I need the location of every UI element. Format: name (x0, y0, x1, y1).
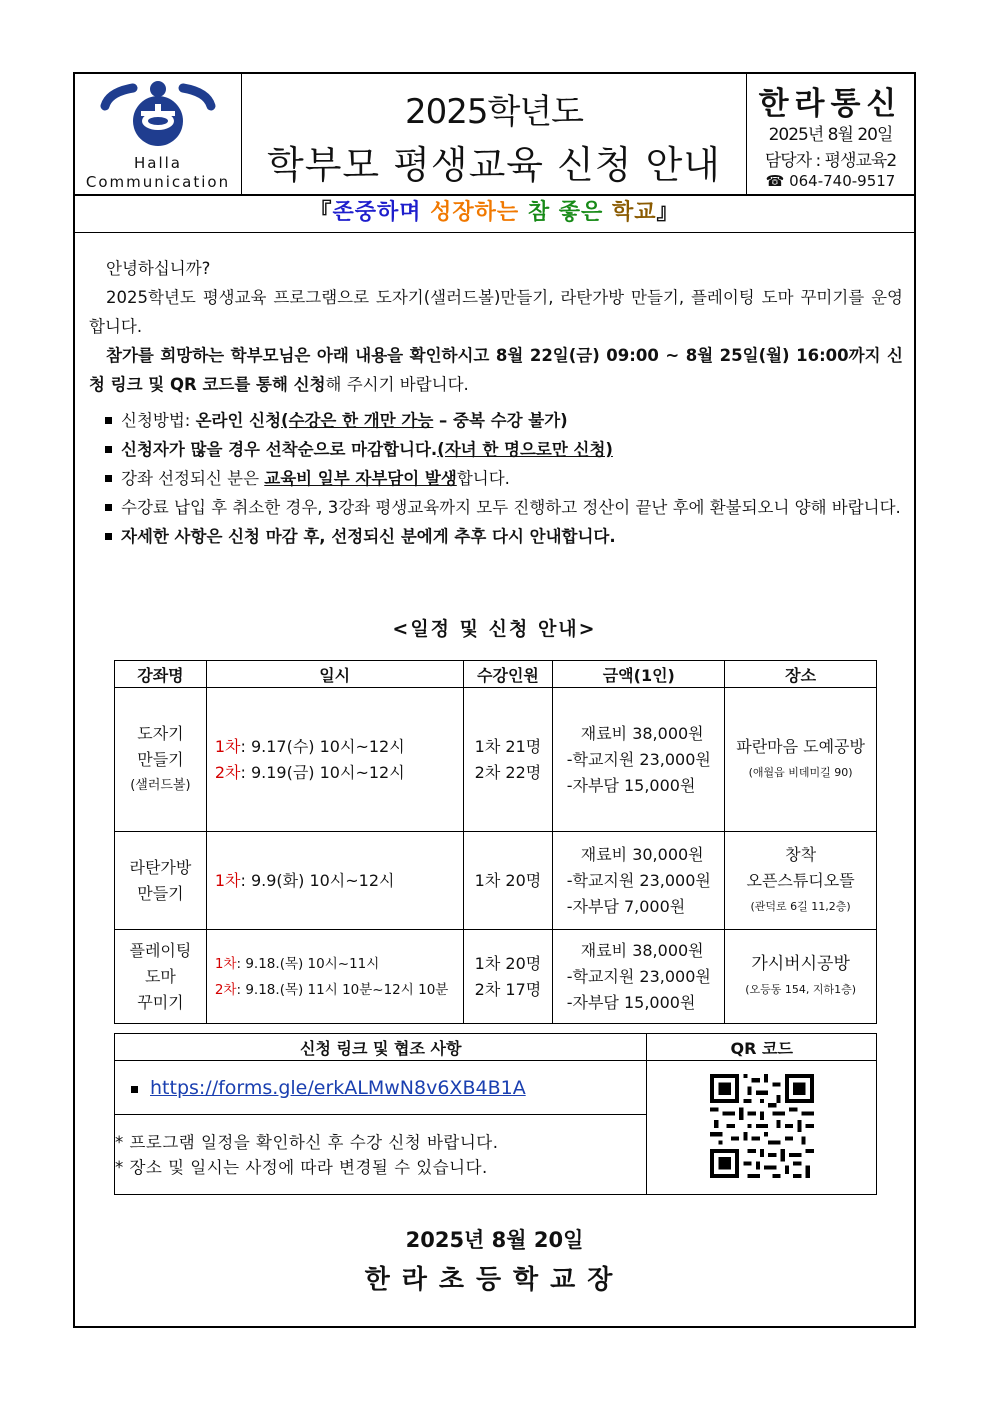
course-name: 도자기 만들기 (샐러드볼) (115, 688, 207, 832)
column-header: QR 코드 (647, 1034, 877, 1061)
motto-word-1: 존중하며 (332, 200, 422, 225)
principal-signature: 한라초등학교장 (364, 1265, 625, 1295)
logo-cell (75, 74, 242, 194)
bullet-icon (131, 1086, 138, 1093)
table-row (115, 1061, 877, 1115)
phone-number: 064-740-9517 (789, 172, 896, 190)
notice-list (89, 406, 903, 551)
course-place: 파란마음 도예공방 (애월읍 비데미길 90) (725, 688, 877, 832)
motto-word-4: 좋은 (558, 200, 604, 225)
table-row (115, 688, 877, 832)
course-name: 플레이팅 도마 꾸미기 (115, 930, 207, 1024)
column-header: 일시 (206, 661, 463, 688)
course-fee: 재료비 38,000원 -학교지원 23,000원 -자부담 15,000원 (553, 688, 725, 832)
course-place: 창착 오픈스튜디오뜰 (관덕로 6길 11,2층) (725, 832, 877, 930)
column-header: 수강인원 (463, 661, 553, 688)
column-header: 금액(1인) (553, 661, 725, 688)
motto-open: 『 (309, 200, 333, 225)
page-title: 학부모 평생교육 신청 안내 (266, 143, 722, 187)
notes-cell (115, 1115, 647, 1195)
course-place: 가시버시공방 (오등동 154, 지하1층) (725, 930, 877, 1024)
qr-code-icon[interactable] (710, 1074, 814, 1178)
table-row (115, 832, 877, 930)
footer-date: 2025년 8월 20일 (405, 1228, 584, 1252)
notice-body (89, 234, 903, 551)
motto-word-2: 성장하는 (430, 200, 520, 225)
title-year: 2025학년도 (404, 92, 584, 132)
school-motto (75, 194, 914, 233)
greeting: 안녕하십니까? (106, 259, 211, 278)
motto-word-5: 학교 (611, 200, 657, 225)
list-item: 강좌 선정되신 분은 교육비 일부 자부담이 발생합니다. (89, 464, 903, 493)
table-header-row (115, 1034, 877, 1061)
course-dates: 1차: 9.17(수) 10시~12시 2차: 9.19(금) 10시~12시 (206, 688, 463, 832)
list-item: 수강료 납입 후 취소한 경우, 3강좌 평생교육까지 모두 진행하고 정산이 끝난 후에 환불되오니 양해 바랍니다. (89, 493, 903, 522)
table-row (115, 930, 877, 1024)
link-cell (115, 1061, 647, 1115)
column-header: 강좌명 (115, 661, 207, 688)
course-name: 라탄가방 만들기 (115, 832, 207, 930)
schedule-table (114, 660, 877, 1024)
list-item: 신청자가 많을 경우 선착순으로 마감합니다.(자녀 한 명으로만 신청) (89, 435, 903, 464)
course-capacity: 1차 20명 2차 17명 (463, 930, 553, 1024)
application-link[interactable]: https://forms.gle/erkALMwN8v6XB4B1A (150, 1076, 526, 1099)
column-header: 신청 링크 및 협조 사항 (115, 1034, 647, 1061)
list-item: 자세한 사항은 신청 마감 후, 선정되신 분에게 추후 다시 안내합니다. (89, 522, 903, 551)
issue-date: 2025년 8월 20일 (768, 125, 893, 145)
title-cell (242, 74, 747, 194)
motto-close: 』 (656, 200, 680, 225)
publication-name: 한라통신 (758, 86, 903, 122)
deadline-paragraph (89, 341, 903, 399)
course-capacity: 1차 21명 2차 22명 (463, 688, 553, 832)
course-capacity: 1차 20명 (463, 832, 553, 930)
newsletter-page (73, 72, 916, 1328)
note-line: * 프로그램 일정을 확인하신 후 수강 신청 바랍니다. (115, 1132, 499, 1152)
qr-cell (647, 1061, 877, 1195)
header (75, 74, 914, 196)
intro-paragraph: 2025학년도 평생교육 프로그램으로 도자기(샐러드볼)만들기, 라탄가방 만들기, 플레이팅 도마 꾸미기를 운영합니다. (89, 288, 903, 336)
school-logo-icon (75, 74, 241, 154)
motto-word-3: 참 (527, 200, 551, 225)
manager: 담당자 : 평생교육2 (764, 151, 897, 171)
publication-info (747, 74, 914, 194)
phone-line (747, 172, 914, 190)
schedule-title: <일정 및 신청 안내> (392, 618, 597, 640)
course-fee: 재료비 38,000원 -학교지원 23,000원 -자부담 15,000원 (553, 930, 725, 1024)
column-header: 장소 (725, 661, 877, 688)
course-fee: 재료비 30,000원 -학교지원 23,000원 -자부담 7,000원 (553, 832, 725, 930)
application-table (114, 1033, 877, 1195)
course-dates: 1차: 9.18.(목) 10시~11시 2차: 9.18.(목) 11시 10분~12시 10분 (206, 930, 463, 1024)
list-item: 신청방법: 온라인 신청(수강은 한 개만 가능 – 중복 수강 불가) (89, 406, 903, 435)
note-line: * 장소 및 일시는 사정에 따라 변경될 수 있습니다. (115, 1157, 488, 1177)
logo-text-communication: Communication (85, 173, 231, 191)
logo-text-halla: Halla (134, 154, 182, 172)
deadline-rest: 해 주시기 바랍니다. (325, 375, 469, 394)
deadline-bold: 참가를 희망하는 학부모님은 아래 내용을 확인하시고 8월 22일(금) 09:00 ~ 8월 25일(월) 16:00까지 신청 링크 및 QR 코드를 통해 신청 (89, 346, 903, 394)
course-dates: 1차: 9.9(화) 10시~12시 (206, 832, 463, 930)
telephone-icon: ☎ (765, 172, 785, 190)
table-header-row (115, 661, 877, 688)
